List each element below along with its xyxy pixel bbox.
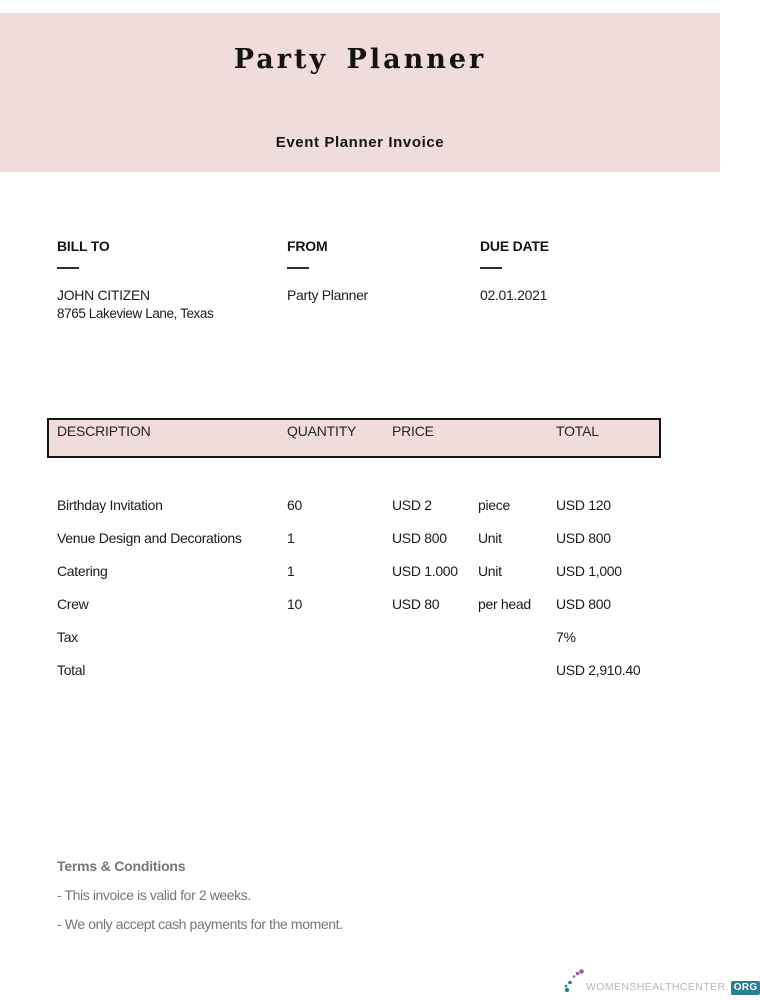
bill-to-label: BILL TO xyxy=(57,238,110,254)
cell-total: USD 1,000 xyxy=(556,563,622,579)
table-row xyxy=(0,596,720,614)
table-row xyxy=(0,497,720,515)
cell-description: Crew xyxy=(57,596,89,612)
table-row xyxy=(0,563,720,581)
page-title: Party Planner xyxy=(233,44,487,75)
cell-price: USD 1.000 xyxy=(392,563,458,579)
bill-to-address: 8765 Lakeview Lane, Texas xyxy=(57,306,214,321)
due-date-block xyxy=(480,238,549,303)
from-divider xyxy=(287,267,309,269)
header-band xyxy=(0,13,720,172)
cell-unit: Unit xyxy=(478,530,502,546)
cell-description: Total xyxy=(57,662,86,678)
footer-brand xyxy=(563,964,760,996)
column-header-total: TOTAL xyxy=(556,423,599,439)
cell-description: Birthday Invitation xyxy=(57,497,163,513)
terms-item: - We only accept cash payments for the moment. xyxy=(57,916,343,932)
due-date-divider xyxy=(480,267,502,269)
column-header-quantity: QUANTITY xyxy=(287,423,357,439)
cell-unit: piece xyxy=(478,497,510,513)
cell-total: 7% xyxy=(556,629,576,645)
brand-dots-icon xyxy=(563,967,585,995)
cell-total: USD 800 xyxy=(556,530,611,546)
cell-quantity: 10 xyxy=(287,596,302,612)
column-header-description: DESCRIPTION xyxy=(57,423,151,439)
terms-item: - This invoice is valid for 2 weeks. xyxy=(57,887,251,903)
due-date-value: 02.01.2021 xyxy=(480,287,548,303)
cell-description: Tax xyxy=(57,629,78,645)
table-row xyxy=(0,530,720,548)
page-subtitle: Event Planner Invoice xyxy=(275,134,445,151)
from-label: FROM xyxy=(287,238,328,254)
brand-name: WOMENSHEALTHCENTER. xyxy=(586,981,729,993)
bill-to-divider xyxy=(57,267,79,269)
cell-price: USD 2 xyxy=(392,497,432,513)
cell-unit: Unit xyxy=(478,563,502,579)
bill-to-name: JOHN CITIZEN xyxy=(57,287,150,303)
cell-price: USD 800 xyxy=(392,530,447,546)
terms-section xyxy=(57,858,343,932)
from-value: Party Planner xyxy=(287,287,368,303)
table-row-tax xyxy=(0,629,720,647)
column-header-price: PRICE xyxy=(392,423,434,439)
cell-quantity: 1 xyxy=(287,530,295,546)
table-row-total xyxy=(0,662,720,680)
cell-description: Catering xyxy=(57,563,108,579)
cell-quantity: 1 xyxy=(287,563,295,579)
cell-total: USD 2,910.40 xyxy=(556,662,641,678)
bill-to-block xyxy=(57,238,213,321)
cell-unit: per head xyxy=(478,596,531,612)
cell-total: USD 800 xyxy=(556,596,611,612)
due-date-label: DUE DATE xyxy=(480,238,549,254)
cell-description: Venue Design and Decorations xyxy=(57,530,242,546)
cell-quantity: 60 xyxy=(287,497,302,513)
terms-title: Terms & Conditions xyxy=(57,858,186,874)
cell-total: USD 120 xyxy=(556,497,611,513)
cell-price: USD 80 xyxy=(392,596,440,612)
brand-org-badge: ORG xyxy=(731,981,760,995)
table-header-row xyxy=(47,418,661,458)
from-block xyxy=(287,238,368,303)
